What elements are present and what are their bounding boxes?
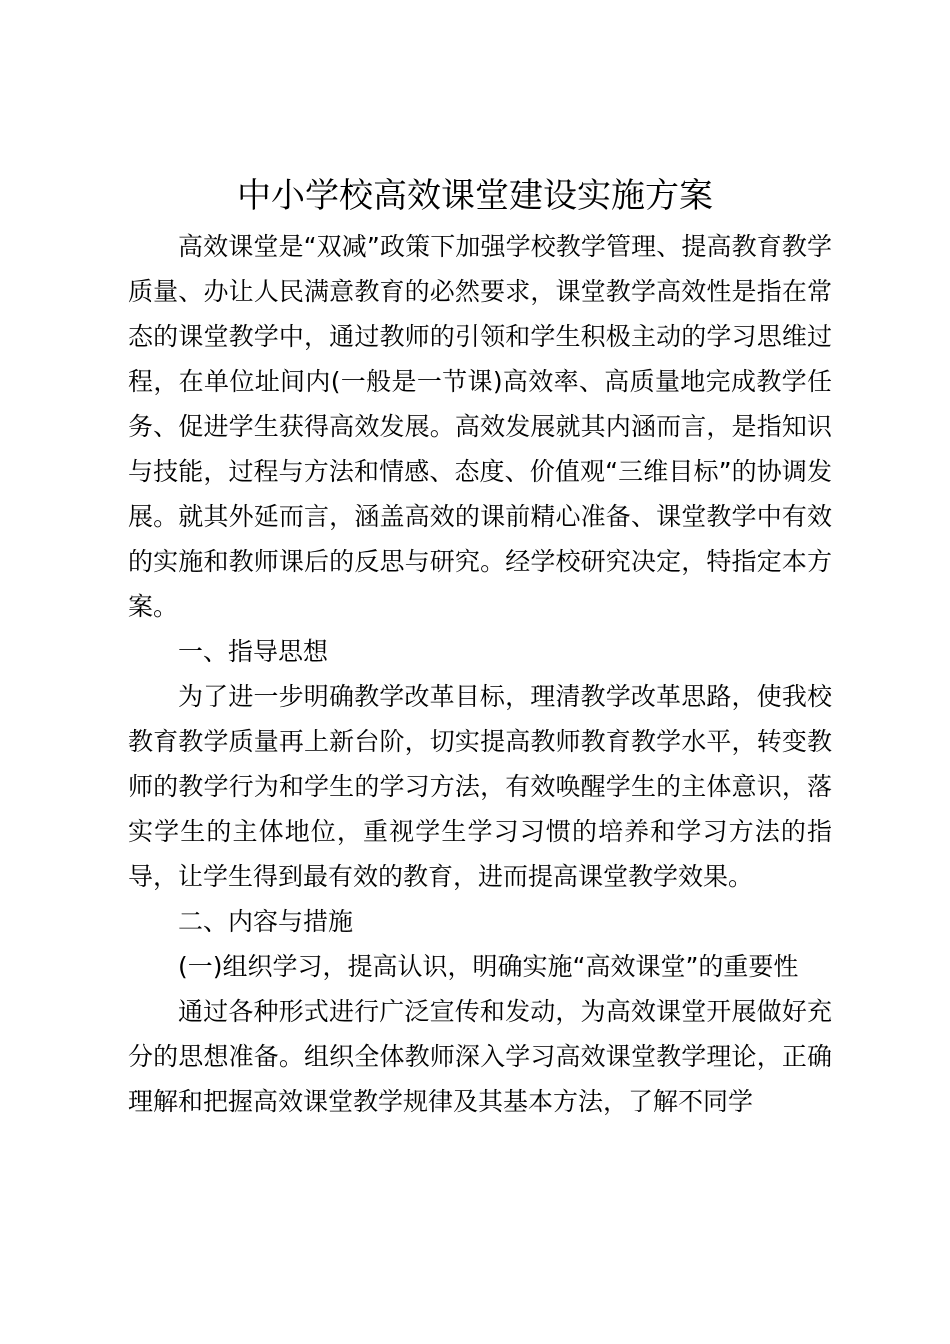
- organize-learning-paragraph: 通过各种形式进行广泛宣传和发动，为高效课堂开展做好充分的思想准备。组织全体教师深入学习高效课堂教学理论，正确理解和把握高效课堂教学规律及其基本方法，了解不同学: [128, 997, 832, 1116]
- document-body: [128, 224, 832, 1124]
- section-heading-content-measures: 二、内容与措施: [178, 907, 354, 936]
- document-title: 中小学校高效课堂建设实施方案: [237, 176, 713, 216]
- section-heading-guiding-ideology: 一、指导思想: [178, 637, 329, 666]
- intro-paragraph: 高效课堂是“双减”政策下加强学校教学管理、提高教育教学质量、办让人民满意教育的必然要求，课堂教学高效性是指在常态的课堂教学中，通过教师的引领和学生积极主动的学习思维过程，在单位址间内(一般是一节课)高效率、高质量地完成教学任务、促进学生获得高效发展。高效发展就其内涵而言，是指知识与技能，过程与方法和情感、态度、价值观“三维目标”的协调发展。就其外延而言，涵盖高效的课前精心准备、课堂教学中有效的实施和教师课后的反思与研究。经学校研究决定，特指定本方案。: [128, 232, 832, 621]
- guiding-ideology-paragraph: 为了进一步明确教学改革目标，理清教学改革思路，使我校教育教学质量再上新台阶，切实提高教师教育教学水平，转变教师的教学行为和学生的学习方法，有效唤醒学生的主体意识，落实学生的主体地位，重视学生学习习惯的培养和学习方法的指导，让学生得到最有效的教育，进而提高课堂教学效果。: [128, 682, 832, 891]
- subsection-heading-organize-learning: (一)组织学习，提高认识，明确实施“高效课堂”的重要性: [178, 952, 799, 981]
